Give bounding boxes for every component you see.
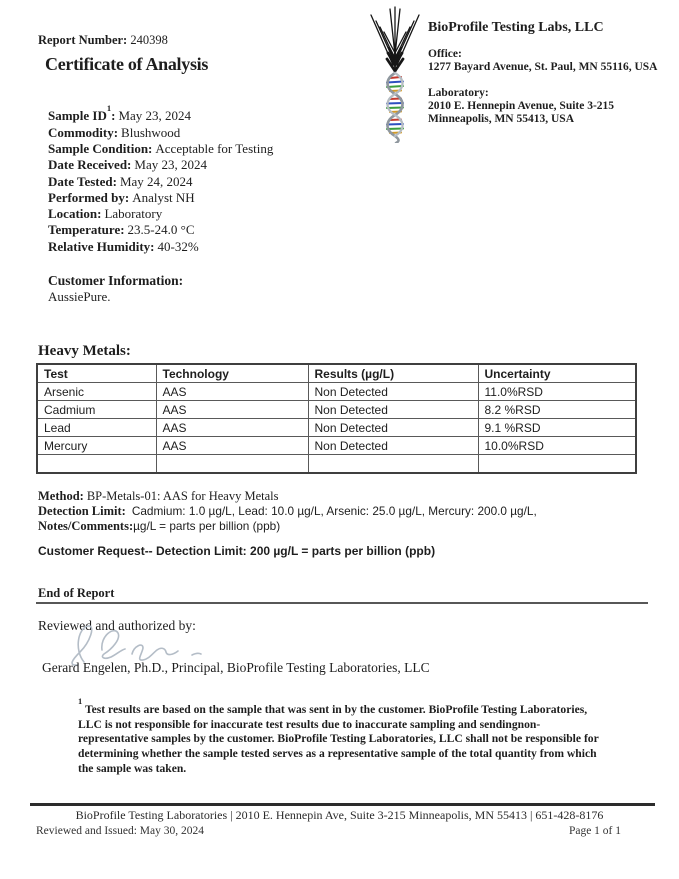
table-cell: AAS: [156, 419, 308, 437]
table-cell: AAS: [156, 401, 308, 419]
table-cell: Lead: [37, 419, 156, 437]
footnote-text: Test results are based on the sample that was sent in by the customer. BioProfile Testing Laboratories, LLC is not responsible for inaccurate test results due to inaccurate sampling and sendingnon-representative samples by the customer. BioProfile Testing Laboratories, LLC shall not be responsible for determining whether the sample tested serves as a representative sample of the total quantity from which the sample was taken.: [78, 702, 599, 775]
table-cell: [156, 455, 308, 474]
report-number-line: [38, 33, 168, 48]
column-header-technology: Technology: [156, 364, 308, 383]
date-received-line: Date Received: May 23, 2024: [48, 157, 207, 173]
laboratory-address-line1: 2010 E. Hennepin Avenue, Suite 3-215: [428, 100, 615, 112]
table-cell: Mercury: [37, 437, 156, 455]
end-of-report-divider: [36, 602, 648, 604]
heavy-metals-table-wrap: [36, 363, 637, 474]
table-row: [37, 419, 636, 437]
table-cell: [37, 455, 156, 474]
office-address: 1277 Bayard Avenue, St. Paul, MN 55116, USA: [428, 61, 658, 73]
sample-condition-line: Sample Condition: Acceptable for Testing: [48, 140, 274, 156]
table-cell: Arsenic: [37, 383, 156, 401]
customer-info-heading: Customer Information:: [48, 273, 184, 288]
footnote-superscript: 1: [78, 696, 83, 706]
footer-issued-date: Reviewed and Issued: May 30, 2024: [36, 825, 204, 837]
table-row-empty: [37, 455, 636, 474]
table-cell: Non Detected: [308, 401, 478, 419]
customer-request-line: Customer Request-- Detection Limit: 200 µg/L = parts per billion (ppb): [38, 544, 436, 558]
sample-id-label: Sample ID: [48, 108, 107, 124]
table-row: [37, 437, 636, 455]
table-cell: [308, 455, 478, 474]
table-row: [37, 401, 636, 419]
laboratory-label: Laboratory:: [428, 87, 489, 99]
end-of-report-label: End of Report: [38, 586, 115, 600]
heavy-metals-table: [36, 363, 637, 474]
signer-name-line: Gerard Engelen, Ph.D., Principal, BioProfile Testing Laboratories, LLC: [42, 660, 430, 675]
office-label: Office:: [428, 48, 462, 60]
sample-id-line: Sample $ID^1$: May 23, 2024: [48, 103, 192, 124]
sample-id-superscript: 1: [106, 103, 112, 113]
sample-id-value: May 23, 2024: [118, 108, 192, 124]
company-name: BioProfile Testing Labs, LLC: [428, 20, 604, 35]
table-cell: Non Detected: [308, 419, 478, 437]
column-header-uncertainty: Uncertainty: [478, 364, 636, 383]
column-header-test: Test: [37, 364, 156, 383]
table-header-row: [37, 364, 636, 383]
table-cell: Non Detected: [308, 383, 478, 401]
column-header-results: Results (µg/L): [308, 364, 478, 383]
location-line: Location: Laboratory: [48, 206, 163, 222]
report-number-label: Report Number:: [38, 33, 128, 47]
table-cell: 10.0%RSD: [478, 437, 636, 455]
commodity-line: Commodity: Blushwood: [48, 124, 181, 140]
company-header: [428, 20, 668, 126]
footer-divider: [30, 803, 655, 806]
page-title: Certificate of Analysis: [45, 54, 209, 74]
notes-comments-line: Notes/Comments:µg/L = parts per billion (ppb): [38, 519, 281, 533]
method-block: [38, 489, 537, 534]
sample-info-block: [48, 104, 273, 255]
customer-name: AussiePure.: [48, 289, 111, 304]
relative-humidity-line: Relative Humidity: 40-32%: [48, 238, 199, 254]
wheat-dna-helix-logo-icon: [364, 3, 426, 143]
temperature-line: Temperature: 23.5-24.0 °C: [48, 222, 195, 238]
detection-limit-line: Detection Limit: Cadmium: 1.0 µg/L, Lead: 10.0 µg/L, Arsenic: 25.0 µg/L, Mercury: 200.0 µg/L,: [38, 504, 537, 518]
laboratory-address-line2: Minneapolis, MN 55413, USA: [428, 113, 574, 125]
table-cell: AAS: [156, 383, 308, 401]
table-cell: [478, 455, 636, 474]
customer-info-block: [48, 273, 183, 305]
table-cell: Non Detected: [308, 437, 478, 455]
report-number-value: 240398: [130, 33, 168, 47]
table-row: [37, 383, 636, 401]
heavy-metals-heading: Heavy Metals:: [38, 343, 131, 359]
performed-by-line: Performed by: Analyst NH: [48, 189, 195, 205]
footer-info-line: BioProfile Testing Laboratories | 2010 E. Hennepin Ave, Suite 3-215 Minneapolis, MN 55413 | 651-428-8176: [75, 808, 604, 822]
method-line: Method: BP-Metals-01: AAS for Heavy Metals: [38, 489, 279, 503]
table-cell: 9.1 %RSD: [478, 419, 636, 437]
date-tested-line: Date Tested: May 24, 2024: [48, 173, 193, 189]
table-cell: AAS: [156, 437, 308, 455]
reviewed-by-label: Reviewed and authorized by:: [38, 618, 196, 633]
table-cell: 8.2 %RSD: [478, 401, 636, 419]
footnote: [78, 698, 599, 776]
footer-page-number: Page 1 of 1: [568, 825, 621, 837]
table-cell: 11.0%RSD: [478, 383, 636, 401]
table-cell: Cadmium: [37, 401, 156, 419]
